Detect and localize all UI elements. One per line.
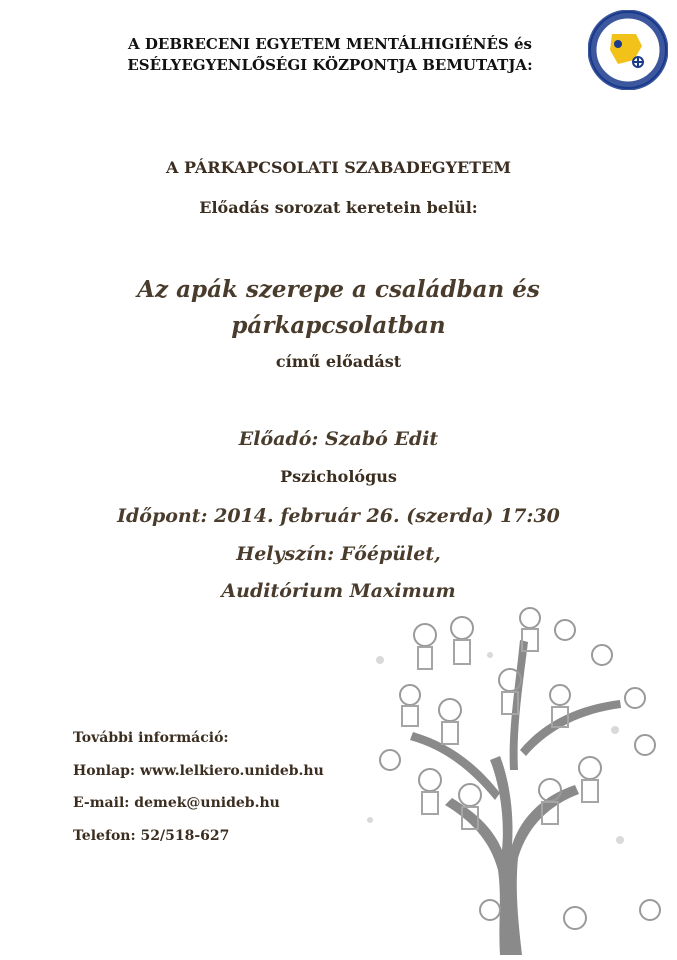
university-center-logo xyxy=(588,10,668,90)
event-datetime: Időpont: 2014. február 26. (szerda) 17:30 xyxy=(117,505,560,527)
lecture-title-line-2: párkapcsolatban xyxy=(231,312,446,339)
contact-heading: További információ: xyxy=(73,730,229,746)
header xyxy=(60,34,600,76)
header-line-1: A DEBRECENI EGYETEM MENTÁLHIGIÉNÉS és xyxy=(128,35,532,53)
lecture-suffix: című előadást xyxy=(275,352,402,371)
presenter: Előadó: Szabó Edit xyxy=(238,428,439,450)
family-tree-illustration xyxy=(350,600,670,955)
series-subtitle: Előadás sorozat keretein belül: xyxy=(199,198,478,217)
lecture-title-line-1: Az apák szerepe a családban és xyxy=(137,276,540,303)
contact-info xyxy=(73,722,324,852)
venue-line-2: Auditórium Maximum xyxy=(221,580,456,602)
profession: Pszichológus xyxy=(280,467,397,486)
lecture-title xyxy=(0,272,677,344)
series-title: A PÁRKAPCSOLATI SZABADEGYETEM xyxy=(166,158,511,177)
contact-phone: Telefon: 52/518-627 xyxy=(73,827,230,844)
contact-website: Honlap: www.lelkiero.unideb.hu xyxy=(73,762,324,779)
venue-line-1: Helyszín: Főépület, xyxy=(236,543,441,565)
header-line-2: ESÉLYEGYENLŐSÉGI KÖZPONTJA BEMUTATJA: xyxy=(127,56,533,74)
contact-email: E-mail: demek@unideb.hu xyxy=(73,795,280,811)
